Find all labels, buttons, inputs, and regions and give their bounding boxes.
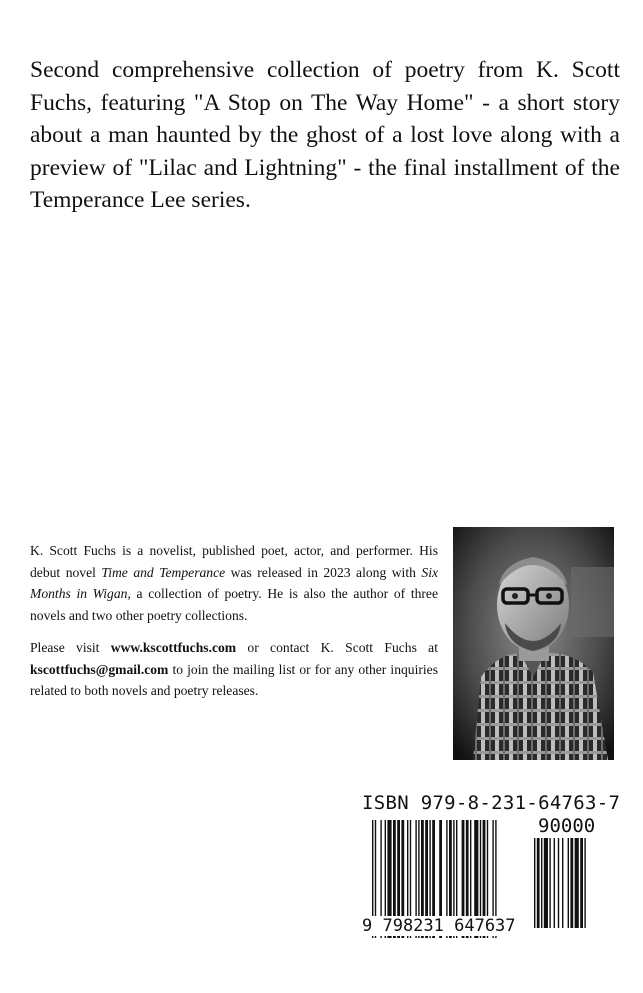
- author-bio: [30, 540, 438, 712]
- contact-text: to join the mailing list or for any other inquiries related to both novels and poetry releases.: [30, 661, 438, 699]
- barcode-bar: [554, 838, 555, 928]
- bio-paragraph-1: [30, 540, 438, 627]
- author-portrait-icon: [453, 527, 614, 760]
- barcode-bar: [580, 838, 583, 928]
- isbn-label: ISBN 979-8-231-64763-7: [362, 792, 621, 814]
- barcode-bar: [568, 838, 569, 928]
- barcode-bar: [537, 838, 540, 928]
- isbn-barcode: [362, 792, 621, 952]
- back-cover-blurb: Second comprehensive collection of poetry from K. Scott Fuchs, featuring "A Stop on The Way Home" - a short story about a man haunted by the ghost of a lost love along with a preview of "Lilac and Lightning" - the final installment of the Temperance Lee series.: [30, 57, 620, 214]
- barcode-digits: 9 798231 647637: [362, 916, 516, 936]
- addon-barcode-bars: [534, 838, 602, 928]
- price-code: 90000: [538, 815, 596, 837]
- contact-text: or contact K. Scott Fuchs at: [236, 639, 438, 655]
- email-address: kscottfuchs@gmail.com: [30, 661, 169, 677]
- author-photo: [453, 527, 614, 760]
- website-link: www.kscottfuchs.com: [110, 639, 237, 655]
- barcode-bar: [562, 838, 563, 928]
- barcode-bar: [541, 838, 542, 928]
- bio-text: K. Scott Fuchs is a novelist, published poet, actor, and performer. His debut novel: [30, 543, 438, 580]
- book-title-time-and-temperance: Time and Temperance: [101, 564, 226, 580]
- barcode-bar: [575, 838, 579, 928]
- book-title-six-months-in-wigan: Six Months in Wigan,: [30, 564, 438, 602]
- barcode-bar: [549, 838, 550, 928]
- contact-text: Please visit: [30, 639, 111, 655]
- bio-text: a collection of poetry. He is also the author of three novels and two other poetry collections.: [30, 586, 438, 624]
- barcode-bar: [544, 838, 548, 928]
- barcode-bar: [584, 838, 585, 928]
- bio-paragraph-2: [30, 637, 438, 702]
- bio-text: was released in 2023 along with: [225, 564, 422, 580]
- barcode-bar: [534, 838, 535, 928]
- barcode-bar: [558, 838, 559, 928]
- barcode-bar: [570, 838, 573, 928]
